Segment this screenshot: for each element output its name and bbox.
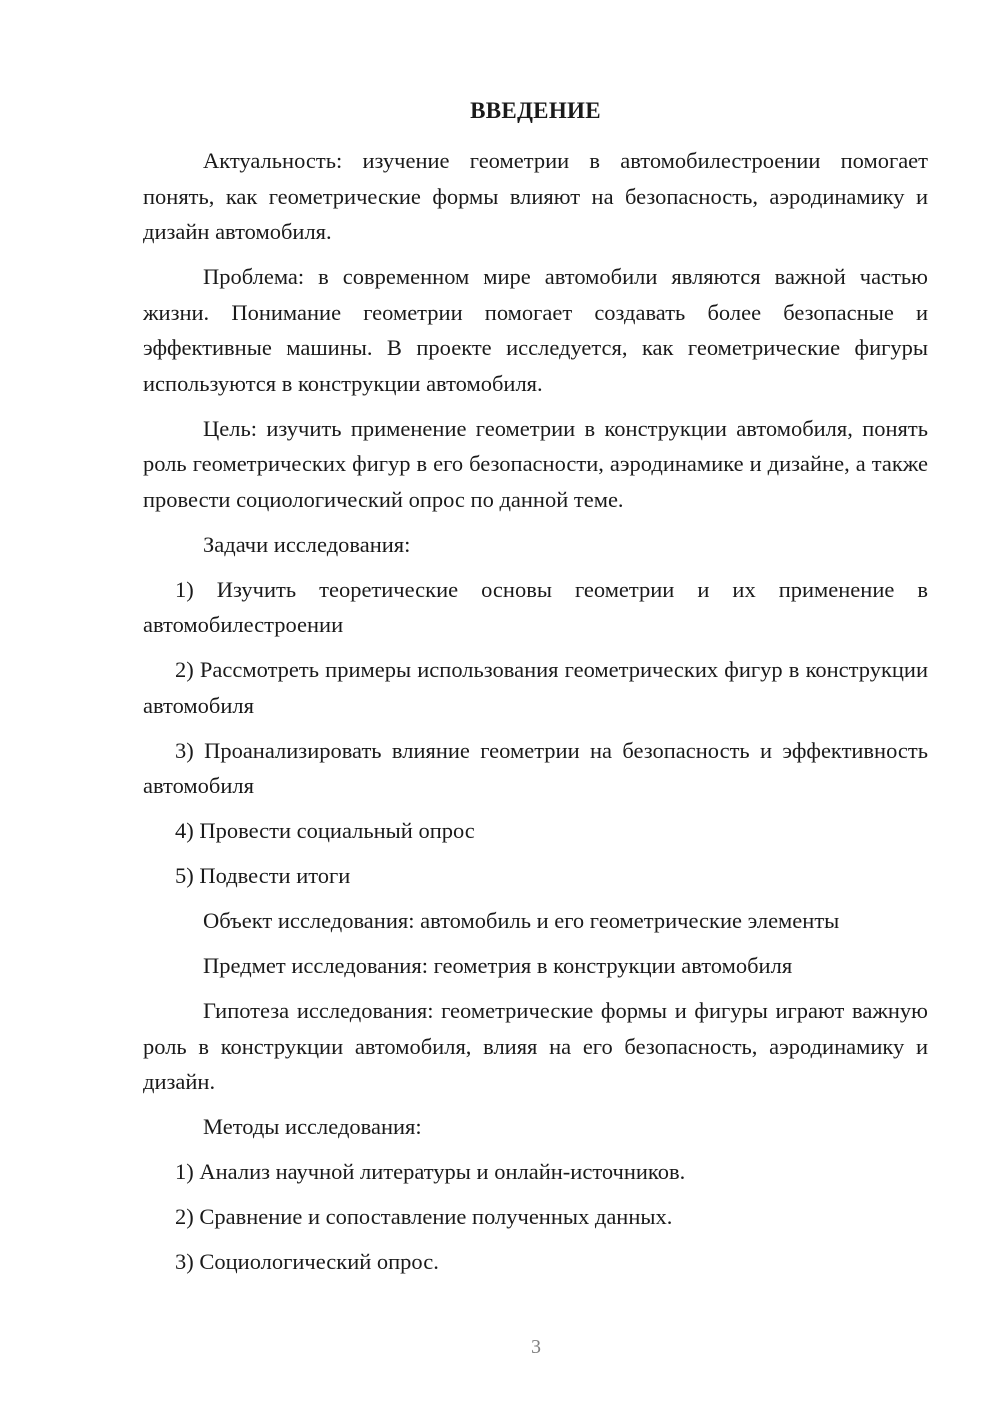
task-item-2: 2) Рассмотреть примеры использования геометрических фигур в конструкции автомобиля — [143, 657, 928, 718]
problem-paragraph: Проблема: в современном мире автомобили являются важной частью жизни. Понимание геометрии помогает создавать более безопасные и эффективные машины. В проекте исследуется, как геометрические фигуры используются в конструкции автомобиля. — [143, 264, 928, 396]
tasks-heading: Задачи исследования: — [203, 531, 411, 557]
subject-paragraph: Предмет исследования: геометрия в конструкции автомобиля — [203, 953, 793, 978]
document-body — [143, 143, 928, 1289]
task-item-4: 4) Провести социальный опрос — [175, 818, 475, 843]
methods-heading: Методы исследования: — [203, 1114, 422, 1139]
page-number: 3 — [531, 1336, 541, 1358]
page-title: ВВЕДЕНИЕ — [470, 98, 601, 123]
object-paragraph: Объект исследования: автомобиль и его геометрические элементы — [203, 908, 840, 933]
task-item-5: 5) Подвести итоги — [175, 863, 351, 888]
method-item-3: 3) Социологический опрос. — [175, 1249, 439, 1274]
method-item-2: 2) Сравнение и сопоставление полученных данных. — [175, 1204, 673, 1229]
task-item-3: 3) Проанализировать влияние геометрии на безопасность и эффективность автомобиля — [143, 737, 928, 798]
actuality-paragraph: Актуальность: изучение геометрии в автомобилестроении помогает понять, как геометрические формы влияют на безопасность, аэродинамику и дизайн автомобиля. — [143, 148, 928, 244]
task-item-1: 1) Изучить теоретические основы геометрии и их применение в автомобилестроении — [143, 576, 928, 637]
method-item-1: 1) Анализ научной литературы и онлайн-источников. — [175, 1159, 686, 1184]
goal-paragraph: Цель: изучить применение геометрии в конструкции автомобиля, понять роль геометрических фигур в его безопасности, аэродинамике и дизайне, а также провести социологический опрос по данной теме. — [143, 415, 928, 512]
hypothesis-paragraph: Гипотеза исследования: геометрические формы и фигуры играют важную роль в конструкции автомобиля, влияя на его безопасность, аэродинамику и дизайн. — [143, 998, 928, 1094]
